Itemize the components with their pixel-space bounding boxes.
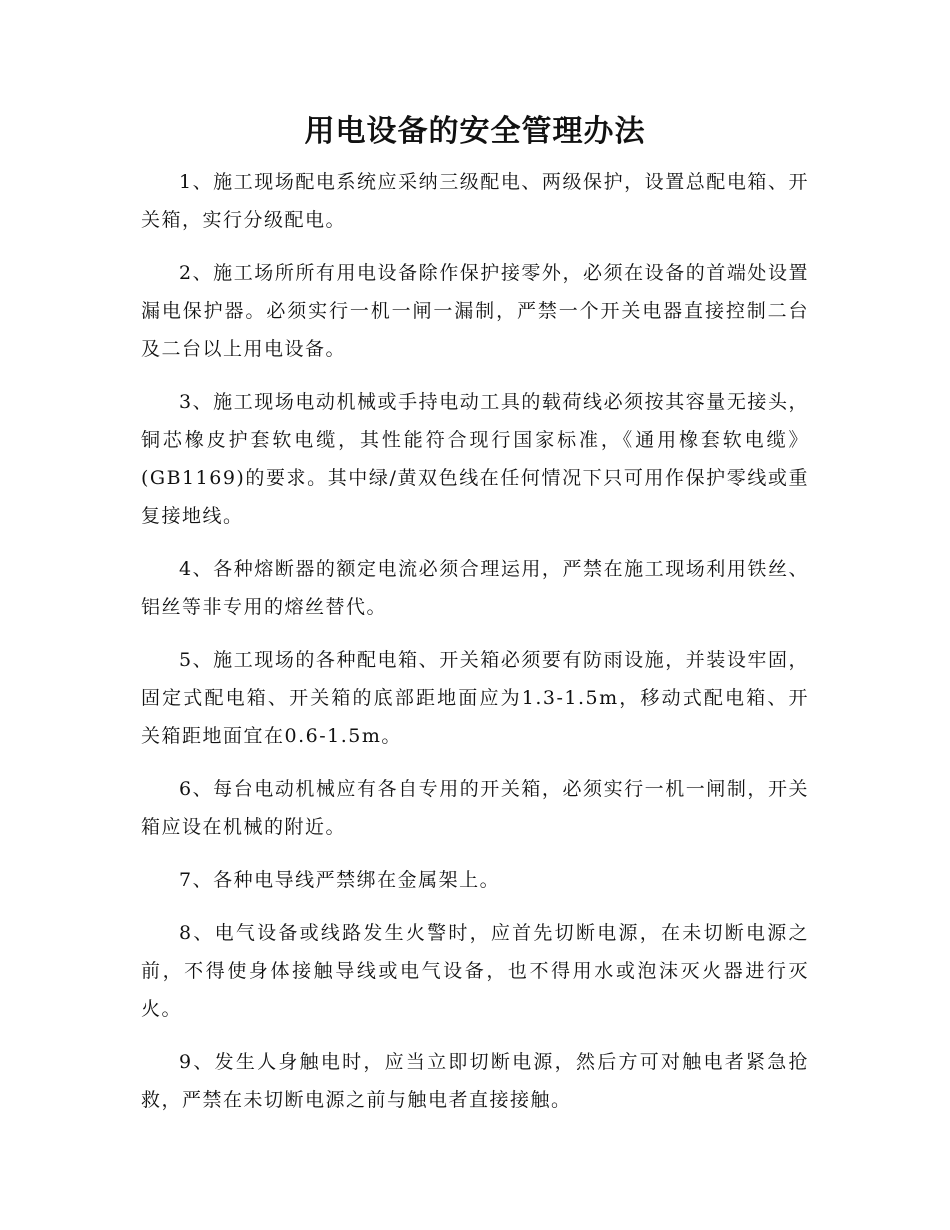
paragraph-7: 7、各种电导线严禁绑在金属架上。 [179, 869, 501, 891]
paragraph-6: 6、每台电动机械应有各自专用的开关箱，必须实行一机一闸制，开关箱应设在机械的附近。 [141, 778, 809, 838]
paragraph-8: 8、电气设备或线路发生火警时，应首先切断电源，在未切断电源之前，不得使身体接触导线或电气设备，也不得用水或泡沫灭火器进行灭火。 [141, 922, 809, 1020]
paragraph-5: 5、施工现场的各种配电箱、开关箱必须要有防雨设施，并装设牢固，固定式配电箱、开关箱的底部距地面应为1.3-1.5m，移动式配电箱、开关箱距地面宜在0.6-1.5m。 [141, 649, 809, 747]
paragraph-2: 2、施工场所所有用电设备除作保护接零外，必须在设备的首端处设置漏电保护器。必须实行一机一闸一漏制，严禁一个开关电器直接控制二台及二台以上用电设备。 [141, 262, 809, 360]
document-body [141, 163, 809, 1134]
document-title: 用电设备的安全管理办法 [304, 114, 646, 149]
paragraph-3: 3、施工现场电动机械或手持电动工具的载荷线必须按其容量无接头，铜芯橡皮护套软电缆，其性能符合现行国家标准，《通用橡套软电缆》(GB1169)的要求。其中绿/黄双色线在任何情况下只可用作保护零线或重复接地线。 [141, 391, 809, 527]
paragraph-1: 1、施工现场配电系统应采纳三级配电、两级保护，设置总配电箱、开关箱，实行分级配电。 [141, 171, 809, 231]
paragraph-9: 9、发生人身触电时，应当立即切断电源，然后方可对触电者紧急抢救，严禁在未切断电源之前与触电者直接接触。 [141, 1051, 809, 1111]
paragraph-4: 4、各种熔断器的额定电流必须合理运用，严禁在施工现场利用铁丝、铝丝等非专用的熔丝替代。 [141, 558, 809, 618]
